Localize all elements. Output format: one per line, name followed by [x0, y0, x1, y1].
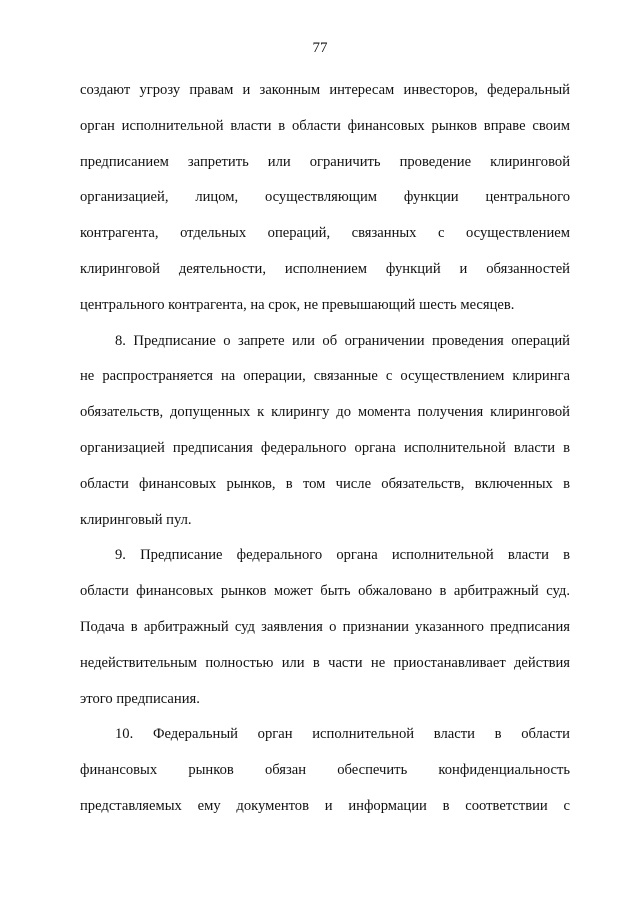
text-line: области финансовых рынков может быть обжаловано в арбитражный суд.: [80, 583, 570, 600]
text-line: представляемых ему документов и информации в соответствии с: [80, 797, 570, 814]
text-line: контрагента, отдельных операций, связанных с осуществлением: [80, 225, 570, 242]
text-line: центрального контрагента, на срок, не превышающий шесть месяцев.: [80, 296, 515, 313]
text-line: этого предписания.: [80, 690, 200, 707]
text-line: 8. Предписание о запрете или об ограничении проведения операций: [115, 332, 570, 349]
text-line: организацией, лицом, осуществляющим функции центрального: [80, 189, 570, 206]
text-line: 10. Федеральный орган исполнительной власти в области: [115, 726, 570, 743]
text-line: клиринговой деятельности, исполнением функций и обязанностей: [80, 260, 570, 277]
text-line: орган исполнительной власти в области финансовых рынков вправе своим: [80, 117, 570, 134]
text-line: области финансовых рынков, в том числе обязательств, включенных в: [80, 475, 570, 492]
paragraph-9: [80, 538, 570, 717]
paragraph-continuation: [80, 73, 570, 324]
text-line: создают угрозу правам и законным интересам инвесторов, федеральный: [80, 82, 570, 98]
page-number: 77: [312, 40, 328, 56]
text-line: организацией предписания федерального органа исполнительной власти в: [80, 439, 570, 456]
text-line: не распространяется на операции, связанные с осуществлением клиринга: [80, 368, 570, 385]
text-line: клиринговый пул.: [80, 511, 192, 528]
text-line: обязательств, допущенных к клирингу до момента получения клиринговой: [80, 404, 570, 421]
paragraph-8: [80, 324, 570, 539]
text-line: финансовых рынков обязан обеспечить конфиденциальность: [80, 762, 570, 779]
text-line: предписанием запретить или ограничить проведение клиринговой: [80, 153, 570, 170]
document-body: [80, 73, 570, 825]
text-line: 9. Предписание федерального органа исполнительной власти в: [115, 547, 570, 564]
paragraph-10: [80, 717, 570, 824]
text-line: недействительным полностью или в части не приостанавливает действия: [80, 654, 570, 671]
text-line: Подача в арбитражный суд заявления о признании указанного предписания: [80, 618, 570, 635]
